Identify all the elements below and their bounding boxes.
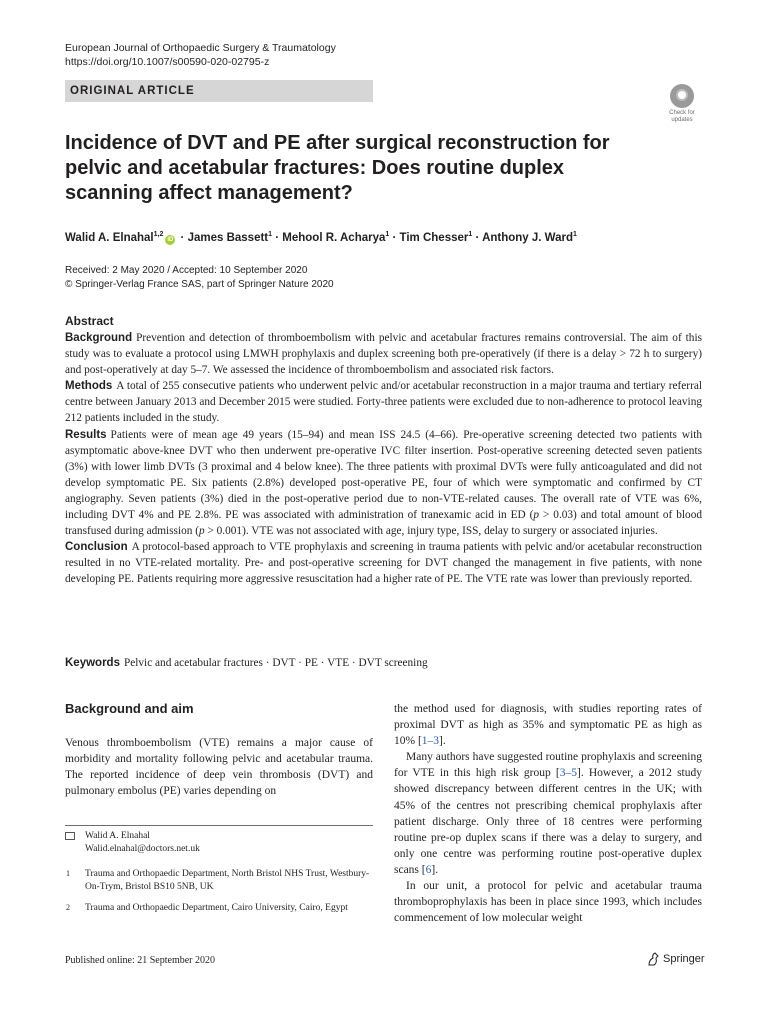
body-column-left xyxy=(65,735,373,799)
body-paragraph: Venous thromboembolism (VTE) remains a major cause of morbidity and mortality following pelvic and acetabular trauma. The reported incidence of deep vein thrombosis (DVT) and pulmonary embolus (PE) varies depending on xyxy=(65,737,373,798)
body-paragraph: In our unit, a protocol for pelvic and acetabular trauma thromboprophylaxis has been in place since 1993, which includes commencement of low molecular weight xyxy=(394,880,702,925)
citation-link[interactable]: 6 xyxy=(425,863,432,876)
abstract-heading: Abstract xyxy=(65,314,114,328)
article-type-banner: ORIGINAL ARTICLE xyxy=(65,80,373,102)
body-paragraph: the method used for diagnosis, with studies reporting rates of proximal DVT as high as 35% and symptomatic PE as high as 10% [1–3]. xyxy=(394,703,702,748)
orcid-icon[interactable]: iD xyxy=(167,236,174,243)
published-date: Published online: 21 September 2020 xyxy=(65,955,215,966)
check-updates-icon xyxy=(670,84,694,108)
citation-link[interactable]: 1–3 xyxy=(421,735,440,748)
footnote-divider xyxy=(65,825,373,826)
body-paragraph: Many authors have suggested routine prophylaxis and screening for VTE in this high risk group [3–5]. However, a 2012 study showed discrepancy between different centres in the UK; with 45% of the centres not prescribing chemical prophylaxis after patient discharge. Only three of 18 centres were performing routine pre-op duplex scans if there was a delay to surgery, and only one centre was performing routine post-operative duplex scans [6]. xyxy=(394,751,702,876)
received-dates: Received: 2 May 2020 / Accepted: 10 September 2020 xyxy=(65,265,308,276)
affiliation-2: Trauma and Orthopaedic Department, Cairo University, Cairo, Egypt xyxy=(85,903,348,913)
journal-name: European Journal of Orthopaedic Surgery & Traumatology xyxy=(65,42,336,54)
publisher-name: Springer xyxy=(663,953,705,965)
check-for-updates-button[interactable] xyxy=(664,84,700,124)
author-name[interactable]: James Bassett xyxy=(187,231,269,244)
author-affiliation: 1 xyxy=(385,231,390,238)
author-name[interactable]: Tim Chesser xyxy=(399,231,469,244)
abstract-methods: Methods A total of 255 consecutive patients who underwent pelvic and/or acetabular reconstruction in a major trauma and tertiary referral centre between January 2013 and December 2015 were studied. Forty-three patients were excluded due to non-adherence to protocol leaving 212 patients included in the study. xyxy=(65,380,702,425)
abstract-body xyxy=(65,330,702,588)
author-name[interactable]: Mehool R. Acharya xyxy=(282,231,386,244)
author-name[interactable]: Walid A. Elnahal xyxy=(65,231,154,244)
author-affiliation: 1 xyxy=(268,231,273,238)
springer-horse-icon xyxy=(647,952,660,966)
copyright-notice: © Springer-Verlag France SAS, part of Springer Nature 2020 xyxy=(65,279,334,290)
article-title: Incidence of DVT and PE after surgical reconstruction for pelvic and acetabular fractures: Does routine duplex scanning affect management? xyxy=(65,132,610,204)
publisher-logo xyxy=(647,951,705,967)
keywords: Keywords Pelvic and acetabular fractures · DVT · PE · VTE · DVT screening xyxy=(65,657,428,669)
footnote-marker: 1 xyxy=(66,869,70,878)
footnote-marker: 2 xyxy=(66,903,70,912)
corresponding-author: Walid A. Elnahal xyxy=(85,831,150,841)
author-affiliation: 1,2 xyxy=(153,231,164,238)
envelope-icon xyxy=(65,832,75,840)
body-column-right xyxy=(394,701,702,926)
citation-link[interactable]: 3–5 xyxy=(559,767,577,780)
corresponding-email[interactable]: Walid.elnahal@doctors.net.uk xyxy=(85,844,200,854)
abstract-conclusion: Conclusion A protocol-based approach to VTE prophylaxis and screening in trauma patients with pelvic and/or acetabular reconstruction resulted in no VTE-related mortality. Pre- and post-operative screening for DVT changed the management in five patients, with none developing PE. Patients requiring more aggressive resuscitation had a higher rate of PE. The VTE rate was lower than previously reported. xyxy=(65,541,702,586)
author-affiliation: 1 xyxy=(573,231,577,238)
doi-link[interactable]: https://doi.org/10.1007/s00590-020-02795-z xyxy=(65,56,270,68)
affiliation-1: Trauma and Orthopaedic Department, North Bristol NHS Trust, Westbury-On-Trym, Bristol BS10 5NB, UK xyxy=(85,869,370,892)
abstract-background: Background Prevention and detection of thromboembolism with pelvic and acetabular fractures remains controversial. The aim of this study was to evaluate a protocol using LMWH prophylaxis and duplex screening both pre-operatively (if there is a delay > 72 h to surgery) and post-operatively at day 5–7. We assessed the incidence of thromboembolism and associated risk factors. xyxy=(65,332,702,377)
author-list: Walid A. Elnahal$^{1,2}$iD · James Bassett$^1$ · Mehool R. Acharya$^1$ · Tim Chesser$^1$ · Anthony J. Ward$^1$ xyxy=(65,231,577,244)
author-affiliation: 1 xyxy=(468,231,473,238)
check-updates-label: Check for updates xyxy=(669,110,695,123)
author-name[interactable]: Anthony J. Ward xyxy=(482,231,573,244)
section-heading: Background and aim xyxy=(65,701,194,716)
abstract-results: Results Patients were of mean age 49 years (15–94) and mean ISS 24.5 (4–66). Pre-operative screening detected two patients with asymptomatic above-knee DVT who then underwent pre-operative IVC filter insertion. Post-operative screening detected seven patients (3%) with lower limb DVTs (3 proximal and 4 below knee). The three patients with proximal DVTs were fully anticoagulated and did not develop symptomatic PE. Six patients (2.8%) developed post-operative PE, four of which were symptomatic and confirmed by CT angiography. Seven patients (3%) died in the post-operative period due to non-VTE-related causes. The overall rate of VTE was 6%, including DVT 4% and PE 2.8%. PE was associated with administration of tranexamic acid in ED (p > 0.03) and total amount of blood transfused during admission (p > 0.001). VTE was not associated with age, injury type, ISS, delay to surgery or associated injuries. xyxy=(65,428,702,538)
